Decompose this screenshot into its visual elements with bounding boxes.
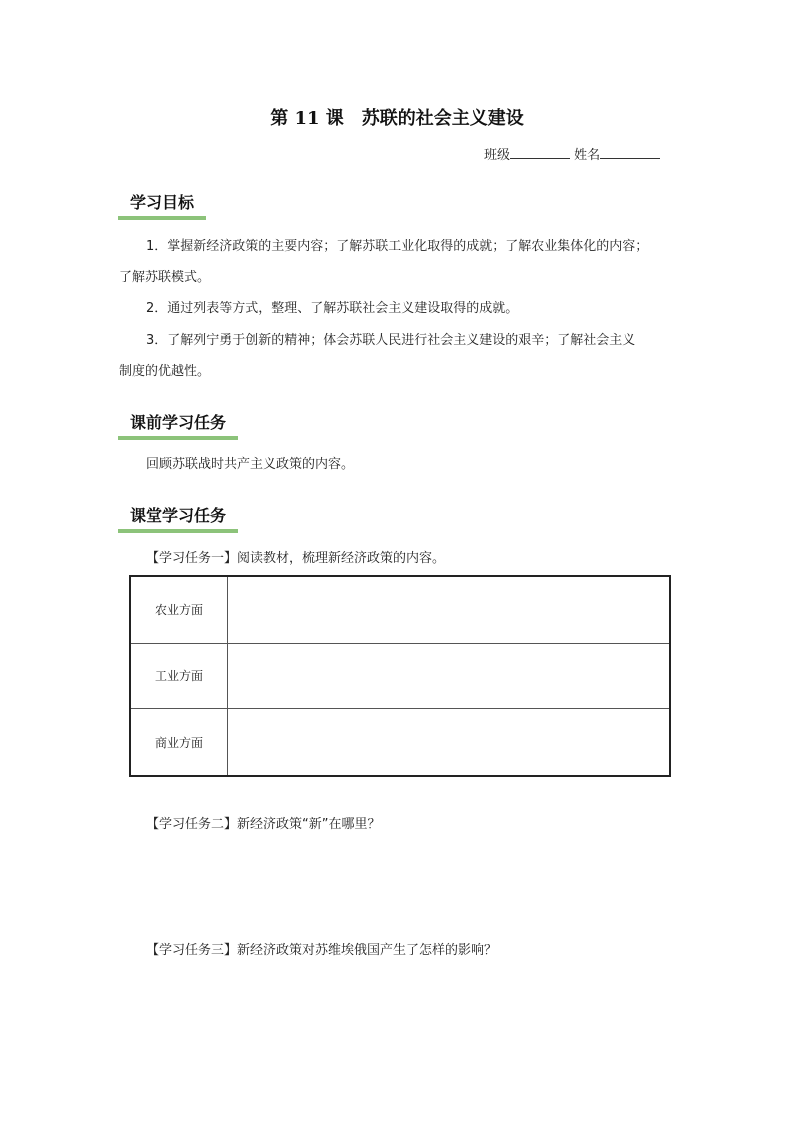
page-title: 第 11 课 苏联的社会主义建设 bbox=[270, 108, 524, 129]
table-row bbox=[130, 576, 670, 643]
student-info-line bbox=[484, 144, 660, 163]
name-blank bbox=[600, 145, 660, 159]
objective-3-line-1: 3．了解列宁勇于创新的精神；体会苏联人民进行社会主义建设的艰辛；了解社会主义 bbox=[146, 333, 636, 348]
task-1-prompt: 【学习任务一】阅读教材，梳理新经济政策的内容。 bbox=[146, 551, 446, 566]
objective-1-line-2: 了解苏联模式。 bbox=[119, 270, 211, 285]
answer-cell-industry[interactable] bbox=[228, 643, 671, 709]
task-3-prompt: 【学习任务三】新经济政策对苏维埃俄国产生了怎样的影响？ bbox=[146, 943, 498, 958]
pre-class-heading: 课前学习任务 bbox=[118, 412, 238, 440]
table-row bbox=[130, 709, 670, 776]
row-label-agriculture: 农业方面 bbox=[130, 576, 228, 643]
in-class-heading: 课堂学习任务 bbox=[118, 505, 238, 533]
answer-cell-agriculture[interactable] bbox=[228, 576, 671, 643]
row-label-industry: 工业方面 bbox=[130, 643, 228, 709]
name-label: 姓名 bbox=[574, 148, 601, 163]
class-blank bbox=[510, 145, 570, 159]
pre-class-text: 回顾苏联战时共产主义政策的内容。 bbox=[146, 457, 355, 472]
new-economic-policy-table bbox=[129, 575, 671, 777]
objective-1-line-1: 1．掌握新经济政策的主要内容；了解苏联工业化取得的成就；了解农业集体化的内容； bbox=[146, 239, 649, 254]
table-row bbox=[130, 643, 670, 709]
objectives-heading: 学习目标 bbox=[118, 192, 206, 220]
answer-cell-commerce[interactable] bbox=[228, 709, 671, 776]
task-2-prompt: 【学习任务二】新经济政策“新”在哪里？ bbox=[146, 817, 381, 832]
objective-3-line-2: 制度的优越性。 bbox=[119, 364, 211, 379]
objective-2-line-1: 2．通过列表等方式，整理、了解苏联社会主义建设取得的成就。 bbox=[146, 301, 519, 316]
class-label: 班级 bbox=[484, 148, 511, 163]
row-label-commerce: 商业方面 bbox=[130, 709, 228, 776]
